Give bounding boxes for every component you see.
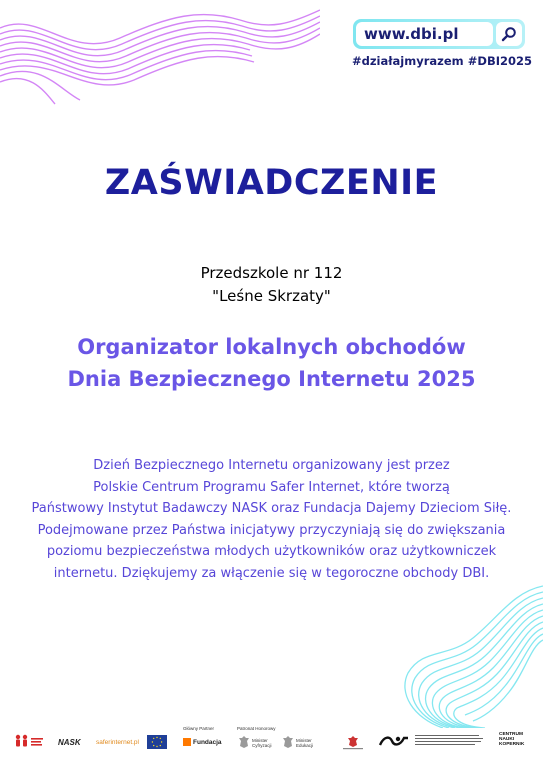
subtitle-line: Dnia Bezpiecznego Internetu 2025	[67, 367, 476, 391]
website-search-badge	[353, 19, 525, 49]
nask-logo: NASK	[58, 738, 81, 747]
patronage-caption: Patronat Honorowy	[237, 726, 276, 731]
body-line: internetu. Dziękujemy za włączenie się w tegoroczne obchody DBI.	[53, 565, 490, 581]
hashtags	[352, 54, 532, 68]
body-line: Dzień Bezpiecznego Internetu organizowany jest przez	[93, 458, 450, 473]
subtitle-line: Organizator lokalnych obchodów	[77, 335, 466, 359]
search-icon	[496, 22, 522, 46]
eu-flag-icon	[147, 735, 167, 749]
cyan-wave-decoration	[403, 578, 543, 728]
body-line: Podejmowane przez Państwa inicjatywy przyczyniają się do zwiększania	[37, 522, 506, 538]
recipient-line: Przedszkole nr 112	[200, 264, 343, 282]
recipient-line: "Leśne Skrzaty"	[212, 287, 331, 305]
dbi-logo	[378, 734, 410, 748]
minister-cyfryzacji-logo: Minister Cyfryzacji	[252, 738, 272, 748]
body-line: Państwowy Instytut Badawczy NASK oraz Fundacja Dajemy Dzieciom Siłę.	[31, 501, 512, 516]
certificate-title: ZAŚWIADCZENIE	[104, 163, 439, 203]
hashtag-dzialajmyrazem: #działajmyrazem	[352, 54, 464, 68]
partner-logos	[0, 722, 543, 762]
rpd-emblem-icon	[340, 735, 366, 751]
body-line: poziomu bezpieczeństwa młodych użytkowników oraz użytkowniczek	[46, 544, 497, 559]
orange-foundation-label: Fundacja	[193, 738, 222, 746]
text-lines-decoration	[415, 734, 485, 748]
recipient-name	[0, 262, 543, 308]
polish-eagle-icon	[238, 735, 250, 749]
centrum-nauki-kopernik-logo: CENTRUM NAUKI KOPERNIK	[499, 732, 525, 748]
polish-eagle-icon	[282, 735, 294, 749]
orange-square-icon	[183, 738, 191, 746]
purple-wave-decoration	[0, 0, 320, 110]
saferinternet-logo: saferinternet.pl	[96, 739, 139, 746]
fdds-logo	[14, 734, 44, 750]
website-url: www.dbi.pl	[356, 22, 493, 46]
orange-foundation-logo	[183, 738, 222, 746]
hashtag-dbi2025: #DBI2025	[467, 54, 532, 68]
main-partner-caption: Główny Partner	[183, 726, 215, 731]
certificate-subtitle	[0, 331, 543, 395]
minister-edukacji-logo: Minister Edukacji	[296, 738, 314, 748]
certificate-body	[0, 455, 543, 584]
body-line: Polskie Centrum Programu Safer Internet, które tworzą	[93, 479, 450, 495]
